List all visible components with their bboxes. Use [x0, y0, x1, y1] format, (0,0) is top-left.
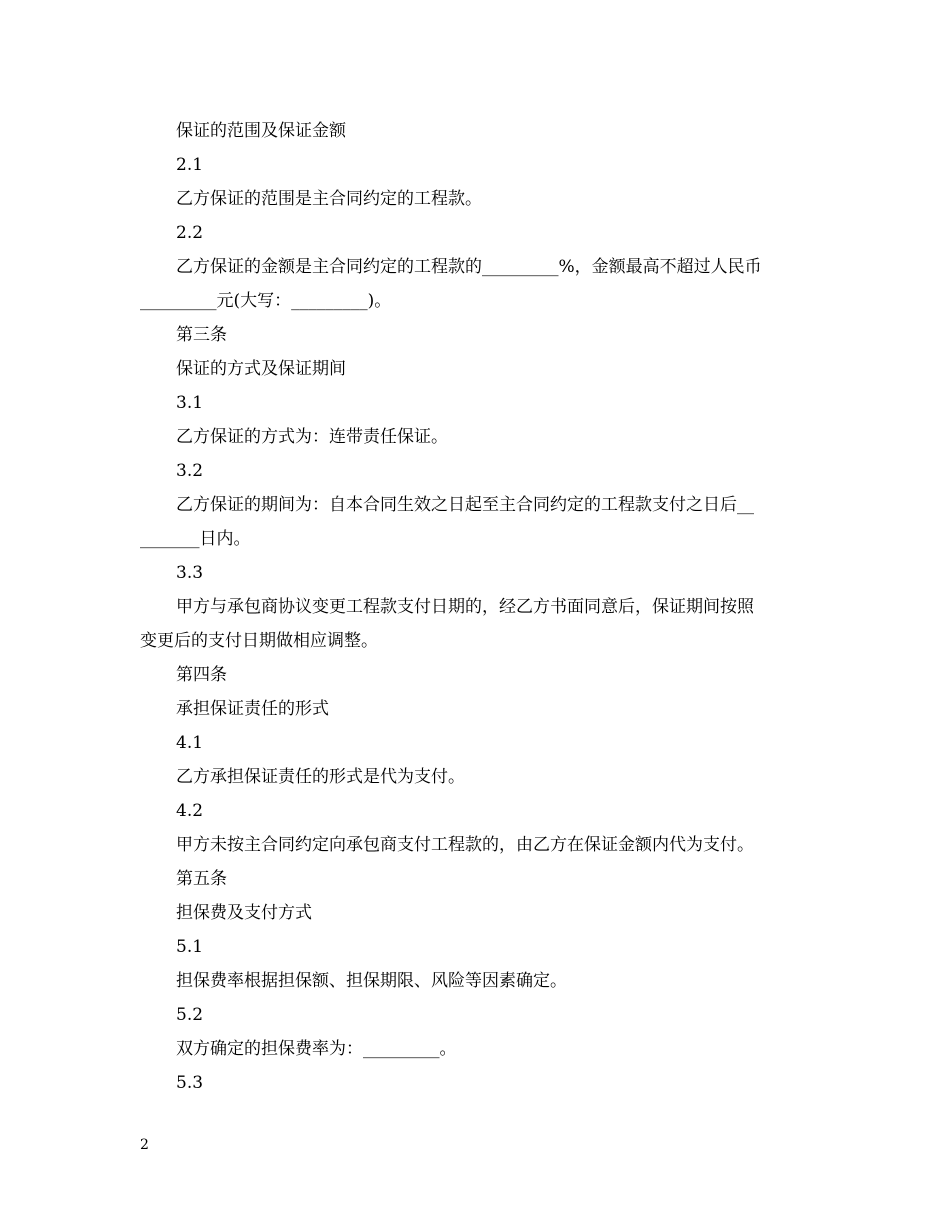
text-line: 保证的范围及保证金额 — [176, 121, 346, 141]
text-line: 担保费率根据担保额、担保期限、风险等因素确定。 — [176, 971, 567, 991]
text-line: 甲方与承包商协议变更工程款支付日期的，经乙方书面同意后，保证期间按照 — [176, 597, 754, 617]
page-number: 2 — [140, 1137, 149, 1153]
text-line: 乙方保证的范围是主合同约定的工程款。 — [176, 189, 482, 209]
text-line: 保证的方式及保证期间 — [176, 359, 346, 379]
text-line: 第五条 — [176, 869, 227, 889]
text-line: 3.3 — [176, 563, 204, 583]
text-line: 双方确定的担保费率为：_________。 — [176, 1039, 457, 1059]
text-line: 甲方未按主合同约定向承包商支付工程款的，由乙方在保证金额内代为支付。 — [176, 835, 754, 855]
text-line: 乙方承担保证责任的形式是代为支付。 — [176, 767, 465, 787]
text-line: 乙方保证的金额是主合同约定的工程款的_________%，金额最高不超过人民币 — [176, 257, 762, 277]
text-line: 3.1 — [176, 393, 204, 413]
text-line: 4.1 — [176, 733, 204, 753]
text-line: 4.2 — [176, 801, 204, 821]
document-body — [140, 114, 814, 1100]
text-line: 3.2 — [176, 461, 204, 481]
text-line: 乙方保证的方式为：连带责任保证。 — [176, 427, 448, 447]
text-line: 担保费及支付方式 — [176, 903, 312, 923]
text-line: 5.1 — [176, 937, 204, 957]
text-line: 2.2 — [176, 223, 204, 243]
text-line: _______日内。 — [140, 529, 251, 549]
text-line: 5.2 — [176, 1005, 204, 1025]
text-line: 2.1 — [176, 155, 204, 175]
text-line: _________元(大写：_________)。 — [140, 291, 392, 311]
text-line: 第三条 — [176, 325, 227, 345]
text-line: 变更后的支付日期做相应调整。 — [140, 631, 378, 651]
text-line: 5.3 — [176, 1073, 204, 1093]
text-line: 乙方保证的期间为：自本合同生效之日起至主合同约定的工程款支付之日后__ — [176, 495, 754, 515]
text-line: 承担保证责任的形式 — [176, 699, 329, 719]
text-line: 第四条 — [176, 665, 227, 685]
